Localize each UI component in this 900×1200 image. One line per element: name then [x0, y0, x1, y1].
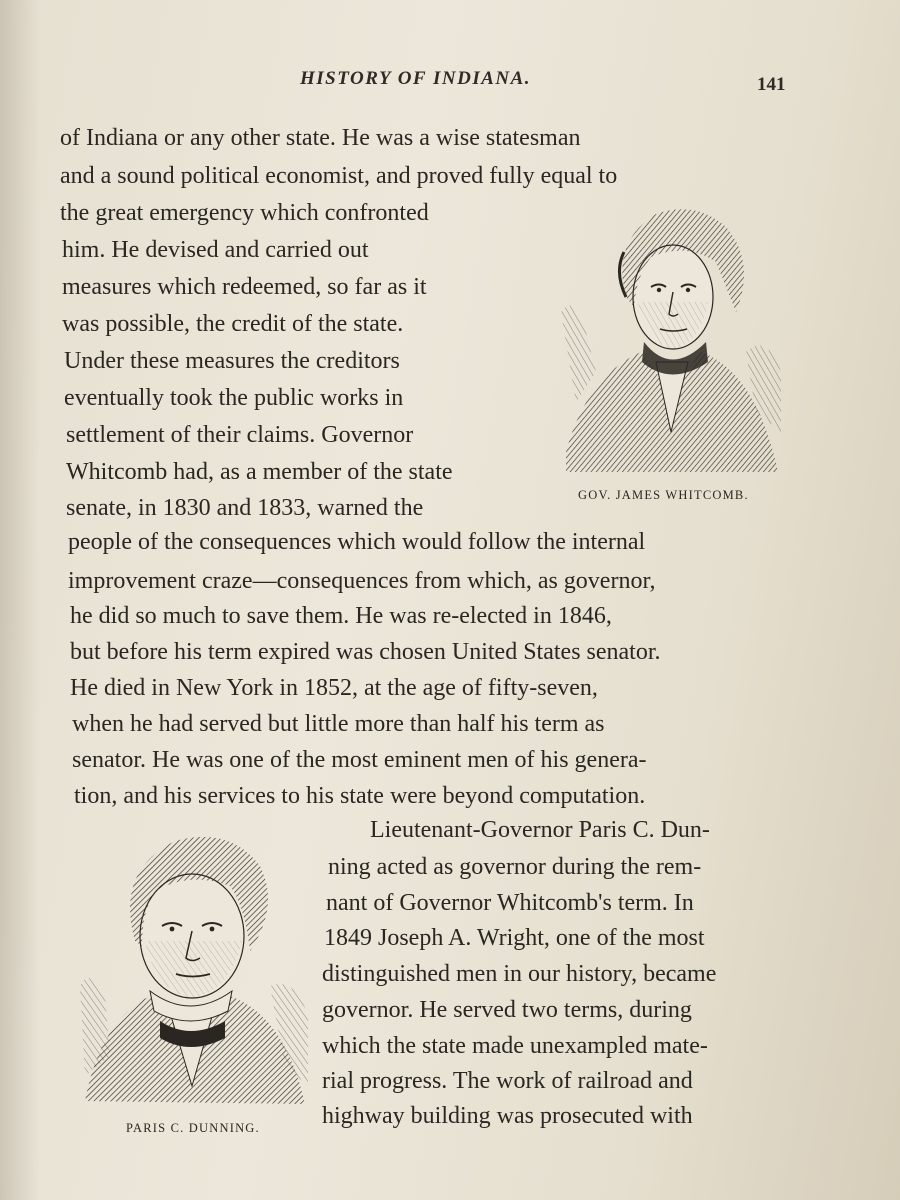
body-line: he did so much to save them. He was re-elected in 1846, [70, 603, 612, 629]
body-line: was possible, the credit of the state. [62, 311, 404, 337]
body-line: when he had served but little more than half his term as [72, 711, 605, 737]
body-line: eventually took the public works in [64, 385, 404, 411]
body-line: senator. He was one of the most eminent men of his genera- [72, 747, 647, 773]
body-line: senate, in 1830 and 1833, warned the [66, 495, 424, 521]
body-line: governor. He served two terms, during [322, 997, 692, 1023]
portrait-dunning [80, 826, 310, 1106]
body-line: He died in New York in 1852, at the age of fifty-seven, [70, 675, 598, 701]
body-line: of Indiana or any other state. He was a wise statesman [60, 125, 581, 151]
body-line: Whitcomb had, as a member of the state [66, 459, 453, 485]
body-line: distinguished men in our history, became [322, 961, 717, 987]
body-line: settlement of their claims. Governor [66, 422, 414, 448]
portrait-whitcomb [556, 202, 786, 477]
body-line: him. He devised and carried out [62, 237, 369, 263]
running-title: HISTORY OF INDIANA. [300, 68, 532, 89]
engraving-dunning-icon [80, 826, 310, 1106]
body-line: tion, and his services to his state were beyond computation. [74, 783, 646, 809]
engraving-whitcomb-icon [556, 202, 786, 477]
body-line: the great emergency which confronted [60, 200, 429, 226]
body-line: people of the consequences which would follow the internal [68, 529, 646, 555]
body-line: and a sound political economist, and proved fully equal to [60, 163, 618, 189]
page-gutter-shadow [0, 0, 40, 1200]
body-line: 1849 Joseph A. Wright, one of the most [324, 925, 705, 951]
body-line: measures which redeemed, so far as it [62, 274, 427, 300]
body-line: Under these measures the creditors [64, 348, 400, 374]
caption-dunning: PARIS C. DUNNING. [126, 1121, 260, 1135]
body-line: which the state made unexampled mate- [322, 1033, 708, 1059]
body-line: ning acted as governor during the rem- [328, 854, 702, 880]
body-line: nant of Governor Whitcomb's term. In [326, 890, 694, 916]
body-line: rial progress. The work of railroad and [322, 1068, 693, 1094]
body-line: but before his term expired was chosen United States senator. [70, 639, 661, 665]
caption-whitcomb: GOV. JAMES WHITCOMB. [578, 488, 749, 502]
page-number: 141 [757, 74, 786, 95]
body-line: Lieutenant-Governor Paris C. Dun- [370, 817, 710, 843]
body-line: improvement craze—consequences from which, as governor, [68, 568, 656, 594]
body-line: highway building was prosecuted with [322, 1103, 693, 1129]
